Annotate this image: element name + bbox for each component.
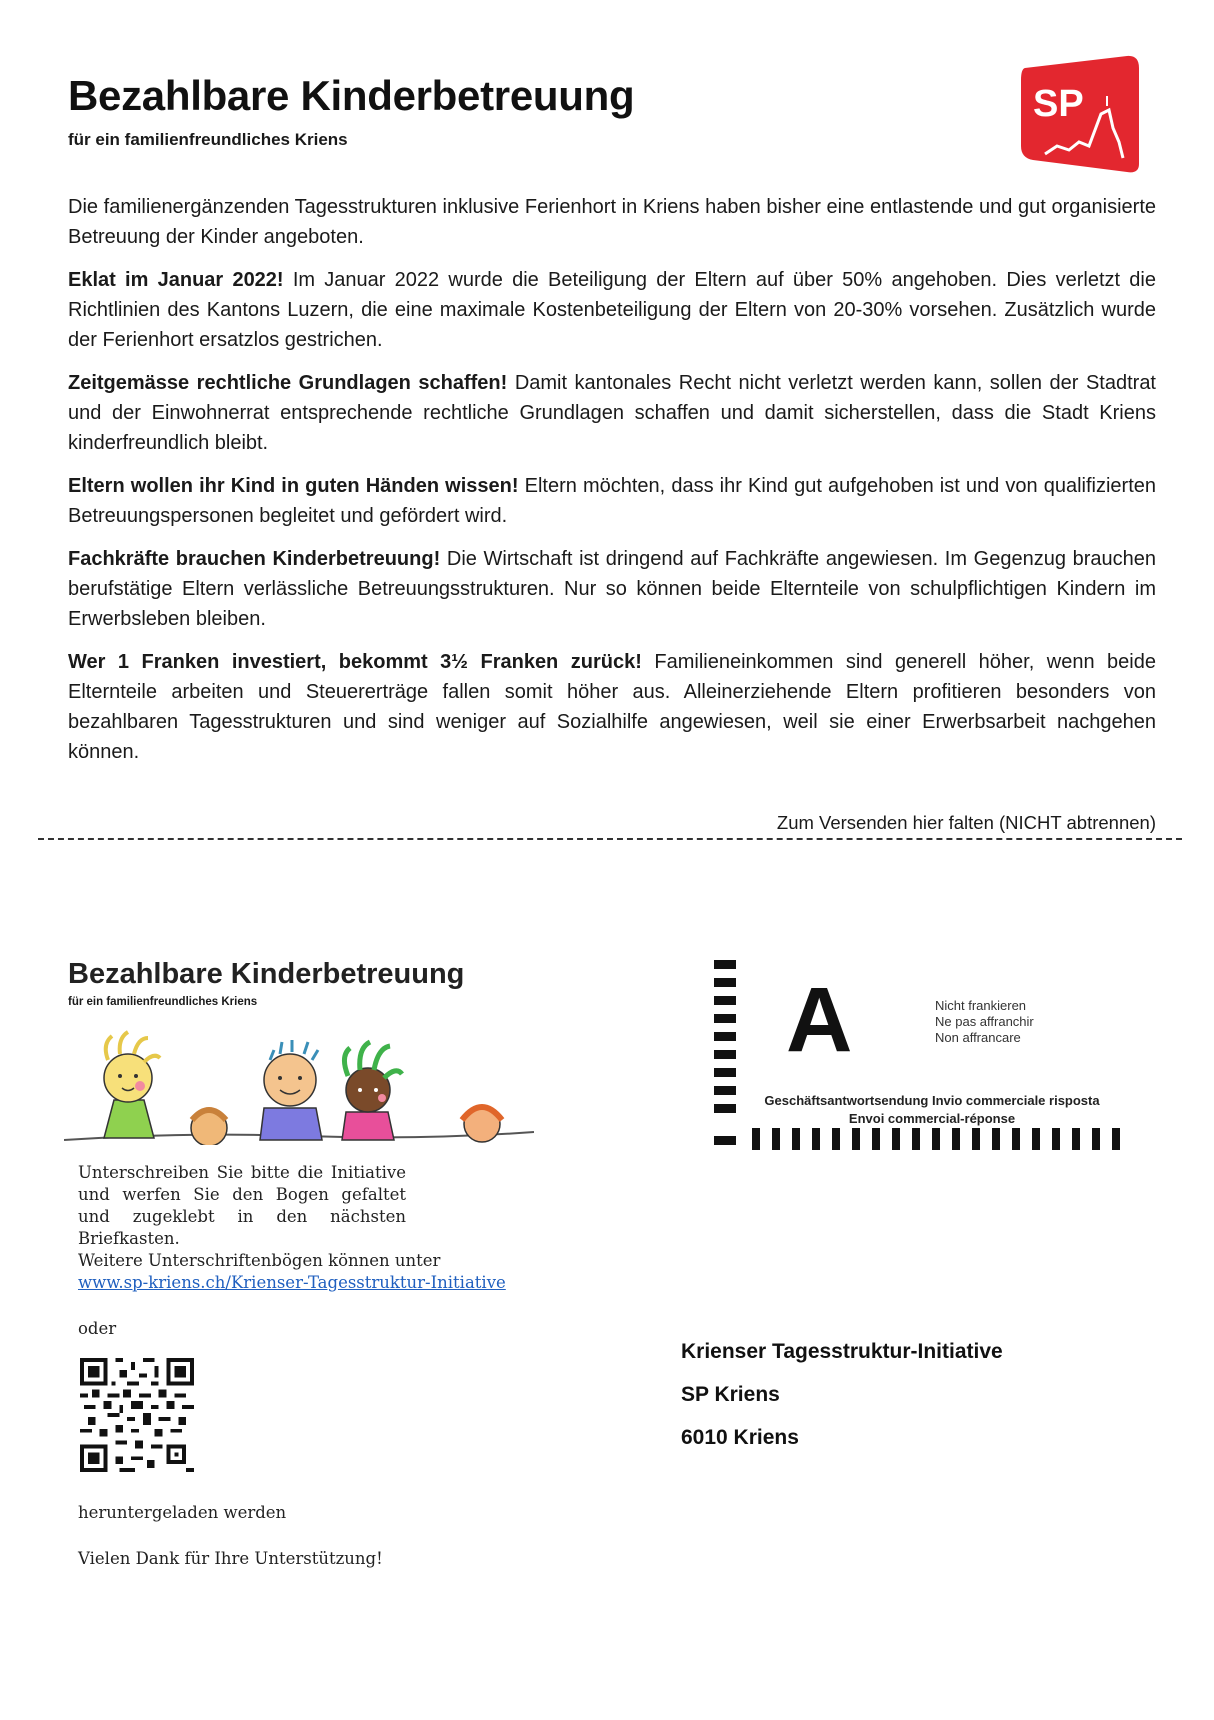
no-stamp-note bbox=[935, 998, 1034, 1046]
no-stamp-de: Nicht frankieren bbox=[935, 998, 1027, 1013]
no-stamp-fr: Ne pas affranchir bbox=[935, 1014, 1034, 1029]
business-reply-line2: Envoi commercial-réponse bbox=[848, 1111, 1016, 1126]
paragraph-text: Damit kantonales Recht nicht verletzt werden kann, sollen der Stadtrat und der Einwohnerrat entsprechende rechtliche Grundlagen schaffen und damit sicherstellen, dass die Stadt Kriens kinderfreundlich bleibt. bbox=[68, 372, 1156, 454]
fold-note: Zum Versenden hier falten (NICHT abtrennen) bbox=[776, 812, 1156, 833]
priority-letter: A bbox=[786, 969, 853, 1071]
page-subtitle: für ein familienfreundliches Kriens bbox=[68, 130, 348, 149]
address-line2: SP Kriens bbox=[681, 1383, 780, 1406]
paragraph-text: Familieneinkommen sind generell höher, wenn beide Elternteile arbeiten und Steuererträge fallen somit höher aus. Alleinerziehende Eltern profitieren besonders von bezahlbaren Tagesstrukturen und sind weniger auf Sozialhilfe angewiesen, weil sie einer Erwerbsarbeit nachgehen können. bbox=[68, 651, 1156, 763]
instructions-text: Unterschreiben Sie bitte die Initiative und werfen Sie den Bogen gefaltet und zugeklebt in den nächsten Briefkasten. bbox=[78, 1163, 406, 1248]
download-link[interactable]: www.sp-kriens.ch/Krienser-Tagesstruktur-Initiative bbox=[78, 1273, 506, 1292]
paragraph-text: Im Januar 2022 wurde die Beteiligung der Eltern auf über 50% angehoben. Dies verletzt die Richtlinien des Kantons Luzern, die eine maximale Kostenbeteiligung der Eltern von 20-30% vorsehen. Zusätzlich wurde der Ferienhort ersatzlos gestrichen. bbox=[68, 269, 1156, 351]
business-reply-label bbox=[754, 1092, 1110, 1128]
svg-text:SP: SP bbox=[1033, 83, 1084, 125]
paragraph-fachkraefte bbox=[68, 544, 1156, 634]
mailer-title: Bezahlbare Kinderbetreuung bbox=[68, 958, 465, 990]
recipient-address bbox=[681, 1330, 1003, 1459]
paragraph-text: Die Wirtschaft ist dringend auf Fachkräfte angewiesen. Im Gegenzug brauchen berufstätige Eltern verlässliche Betreuungsstrukturen. Nur so können beide Elternteile von schulpflichtigen Kindern im Erwerbsleben bleiben. bbox=[68, 548, 1156, 630]
paragraph-grundlagen bbox=[68, 368, 1156, 458]
page-title: Bezahlbare Kinderbetreuung bbox=[68, 72, 635, 119]
address-line3: 6010 Kriens bbox=[681, 1426, 799, 1449]
paragraph-eltern bbox=[68, 471, 1156, 531]
business-reply-line1: Geschäftsantwortsendung Invio commerciale risposta bbox=[764, 1093, 1100, 1108]
paragraph-text: Die familienergänzenden Tagesstrukturen inklusive Ferienhort in Kriens haben bisher eine entlastende und gut organisierte Betreuung der Kinder angeboten. bbox=[68, 196, 1156, 248]
children-illustration bbox=[64, 1020, 534, 1145]
qr-code[interactable] bbox=[80, 1358, 194, 1472]
no-stamp-it: Non affrancare bbox=[935, 1030, 1021, 1045]
paragraph-franken bbox=[68, 647, 1156, 767]
franking-bars bbox=[714, 960, 1134, 1168]
downloaded-text: heruntergeladen werden bbox=[78, 1503, 287, 1522]
paragraph-lead: Wer 1 Franken investiert, bekommt 3½ Franken zurück! bbox=[68, 651, 642, 673]
thanks-text: Vielen Dank für Ihre Unterstützung! bbox=[78, 1549, 383, 1568]
paragraph-lead: Eltern wollen ihr Kind in guten Händen wissen! bbox=[68, 475, 519, 497]
sp-logo bbox=[1015, 50, 1143, 178]
paragraph-lead: Fachkräfte brauchen Kinderbetreuung! bbox=[68, 548, 441, 570]
oder-text: oder bbox=[78, 1319, 117, 1338]
address-line1: Krienser Tagesstruktur-Initiative bbox=[681, 1340, 1003, 1363]
body-text bbox=[68, 192, 1156, 780]
paragraph-lead: Eklat im Januar 2022! bbox=[68, 269, 284, 291]
cut-line bbox=[38, 838, 1182, 840]
paragraph-lead: Zeitgemässe rechtliche Grundlagen schaffen! bbox=[68, 372, 508, 394]
paragraph-text: Eltern möchten, dass ihr Kind gut aufgehoben ist und von qualifizierten Betreuungspersonen begleitet und gefördert wird. bbox=[68, 475, 1156, 527]
paragraph-intro bbox=[68, 192, 1156, 252]
paragraph-eklat bbox=[68, 265, 1156, 355]
mailer-subtitle: für ein familienfreundliches Kriens bbox=[68, 996, 258, 1008]
more-sheets-text: Weitere Unterschriftenbögen können unter bbox=[78, 1251, 441, 1270]
